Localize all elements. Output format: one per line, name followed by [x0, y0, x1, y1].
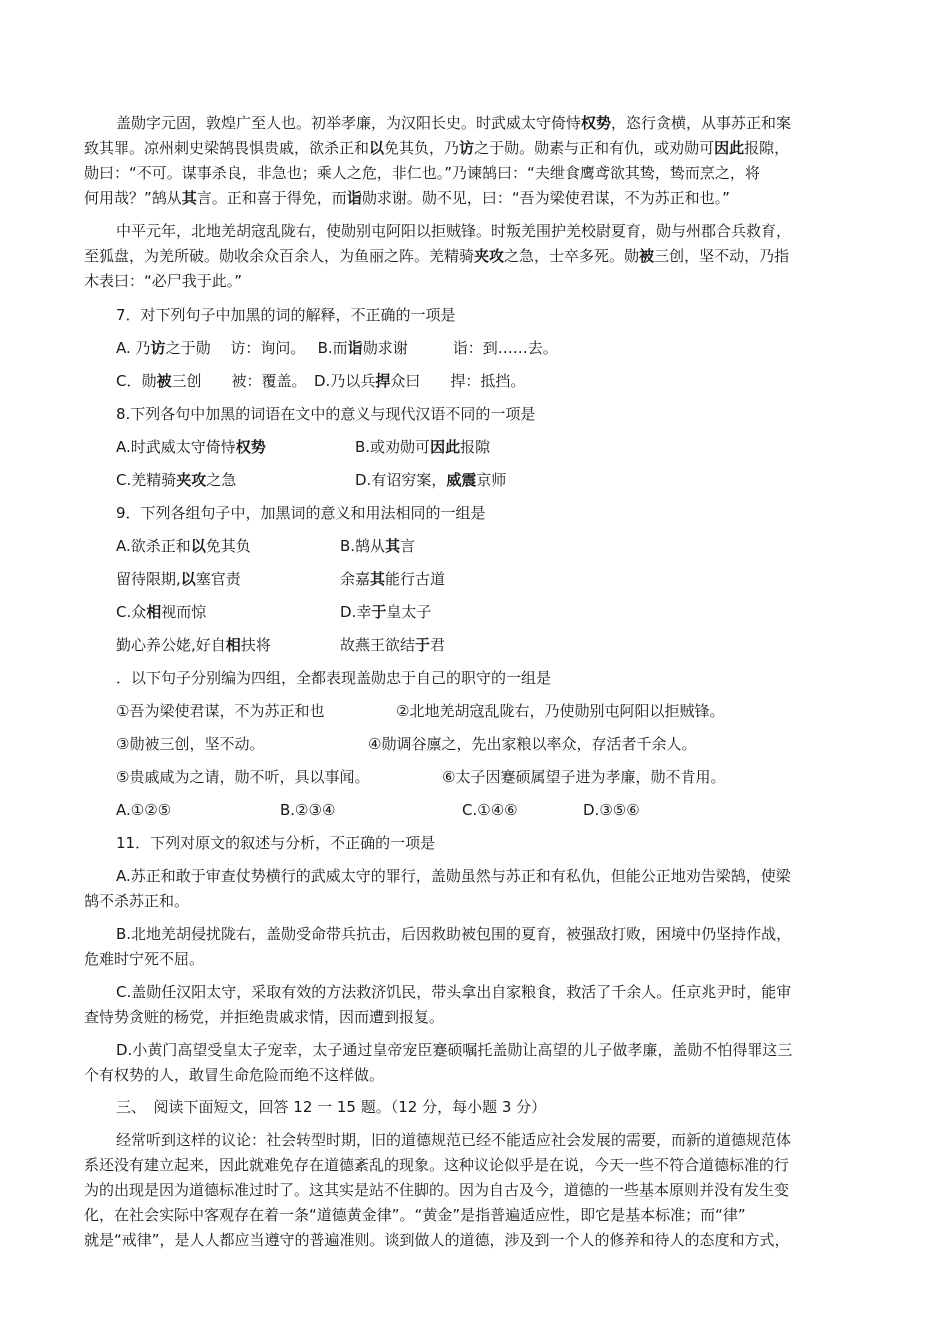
section3-line4: 化，在社会实际中客观存在着一条“道德黄金律”。“黄金”是指普遍适应性，即它是基本标准；而“律” [84, 1206, 746, 1224]
text: 至狐盘，为羌所破。勋收余众百余人，为鱼丽之阵。羌精骑 [84, 247, 475, 265]
text: B.或劝勋可 [355, 438, 431, 456]
bold-word: 权势 [235, 438, 266, 456]
bold-word: 夹攻 [474, 247, 505, 265]
q8-stem: 8.下列各句中加黑的词语在文中的意义与现代汉语不同的一项是 [116, 405, 536, 423]
text: 勋曰：“不可。谋事杀良，非急也；乘人之危，非仁也。”乃谏鹄曰：“夫绁食鹰鸢欲其鸷，鸷而烹之，将 [84, 164, 760, 182]
text: C．勋 [116, 372, 157, 390]
text: 报隙 [460, 438, 491, 456]
q8-option-a [116, 437, 266, 457]
bold-word: 因此 [714, 139, 745, 157]
q10-option-c: C.①④⑥ [462, 801, 518, 819]
bold-word: 相 [225, 636, 241, 654]
q8-option-c [116, 470, 236, 490]
bold-word: 诣 [347, 339, 363, 357]
passage-p1-line4 [84, 188, 730, 208]
text: 盖勋字元固，敦煌广至人也。初举孝廉，为汉阳长史。时武威太守倚恃 [116, 114, 582, 132]
text: 勤心养公姥,好自 [116, 636, 226, 654]
q10-item-4: ④勋调谷廪之，先出家粮以率众，存活者千余人。 [368, 735, 697, 753]
q11-option-c-line2: 查恃势贪赃的杨党，并拒绝贵戚求情，因而遭到报复。 [84, 1008, 445, 1026]
text: 视而惊 [161, 603, 207, 621]
text: A. 乃 [116, 339, 151, 357]
bold-word: 诣 [346, 189, 362, 207]
text: B.鹄从 [340, 537, 386, 555]
text: 致其罪。凉州刺史梁鹄畏惧贵戚，欲杀正和 [84, 139, 370, 157]
q9-option-a2 [116, 569, 241, 589]
q10-option-b: B.②③④ [280, 801, 336, 819]
passage-p2-line2 [84, 246, 789, 266]
text: 言。正和喜于得免，而 [196, 189, 347, 207]
section3-line3: 为的出现是因为道德标准过时了。这其实是站不住脚的。因为自古及今，道德的一些基本原则并没有发生变 [84, 1181, 790, 1199]
q8-option-d [355, 470, 506, 490]
q9-option-a1 [116, 536, 251, 556]
section3-line5: 就是“戒律”，是人人都应当遵守的普遍准则。谈到做人的道德，涉及到一个人的修养和待人的态度和方式， [84, 1231, 790, 1249]
q9-option-c2 [116, 635, 271, 655]
bold-word: 权势 [581, 114, 612, 132]
q10-item-6: ⑥太子因蹇硕属望子进为孝廉，勋不肯用。 [442, 768, 726, 786]
bold-word: 捍 [375, 372, 391, 390]
section3-line1: 经常听到这样的议论：社会转型时期，旧的道德规范已经不能适应社会发展的需要，而新的道德规范体 [116, 1131, 792, 1149]
bold-word: 夹攻 [176, 471, 207, 489]
text: 勋求谢 诣：到……去。 [362, 339, 558, 357]
text: 故燕王欲结 [340, 636, 416, 654]
bold-word: 访 [459, 139, 475, 157]
text: 报隙， [744, 139, 790, 157]
section3-heading: 三、 阅读下面短文，回答 12 一 15 题。（12 分，每小题 3 分） [116, 1098, 547, 1116]
q11-option-b-line2: 危难时宁死不屈。 [84, 950, 205, 968]
q9-stem: 9．下列各组句子中，加黑词的意义和用法相同的一组是 [116, 504, 486, 522]
q11-option-a-line2: 鹄不杀苏正和。 [84, 892, 190, 910]
q8-option-b [355, 437, 490, 457]
q11-option-a-line1: A.苏正和敢于审查仗势横行的武威太守的罪行，盖勋虽然与苏正和有私仇，但能公正地劝告梁鹄，使梁 [116, 867, 791, 885]
q10-stem: ．以下句子分别编为四组，全都表现盖勋忠于自己的职守的一组是 [116, 669, 552, 687]
q11-stem: 11．下列对原文的叙述与分析，不正确的一项是 [116, 834, 436, 852]
q11-option-c-line1: C.盖勋任汉阳太守，采取有效的方法救济饥民，带头拿出自家粮食，救活了千余人。任京兆尹时，能审 [116, 983, 792, 1001]
text: 扶将 [240, 636, 271, 654]
text: 木表曰：“必尸我于此。” [84, 272, 243, 290]
text: A.欲杀正和 [116, 537, 191, 555]
q9-option-d2 [340, 635, 445, 655]
text: 塞官责 [195, 570, 241, 588]
q11-option-d-line2: 个有权势的人，敢冒生命危险而绝不这样做。 [84, 1066, 385, 1084]
bold-word: 以 [190, 537, 206, 555]
text: 君 [430, 636, 446, 654]
bold-word: 以 [180, 570, 196, 588]
bold-word: 被 [156, 372, 172, 390]
text: 之急 [206, 471, 237, 489]
text: 免其负 [205, 537, 251, 555]
bold-word: 威震 [446, 471, 477, 489]
text: 言 [400, 537, 416, 555]
q10-item-2: ②北地羌胡寇乱陇右，乃使勋别屯阿阳以拒贼锋。 [396, 702, 725, 720]
passage-p1-line1 [116, 113, 791, 133]
q11-option-b-line1: B.北地羌胡侵扰陇右，盖勋受命带兵抗击，后因救助被包围的夏育，被强敌打败，困境中仍坚持作战， [116, 925, 792, 943]
text: 何用哉？”鹄从 [84, 189, 182, 207]
text: C.羌精骑 [116, 471, 177, 489]
q10-option-a: A.①②⑤ [116, 801, 172, 819]
text: 免其负，乃 [384, 139, 460, 157]
bold-word: 被 [639, 247, 655, 265]
q7-options-ab [116, 338, 558, 358]
text: 能行古道 [385, 570, 446, 588]
q10-item-3: ③勋被三创，坚不动。 [116, 735, 265, 753]
bold-word: 其 [385, 537, 401, 555]
text: 众曰 捍：抵挡。 [390, 372, 526, 390]
text: 勋求谢。勋不见，曰：“吾为梁使君谋，不为苏正和也。” [361, 189, 730, 207]
bold-word: 于 [371, 603, 387, 621]
bold-word: 访 [150, 339, 166, 357]
bold-word: 其 [181, 189, 197, 207]
text: 皇太子 [386, 603, 432, 621]
bold-word: 于 [415, 636, 431, 654]
q11-option-d-line1: D.小黄门高望受皇太子宠幸，太子通过皇帝宠臣蹇硕嘱托盖勋让高望的儿子做孝廉，盖勋不怕得罪这三 [116, 1041, 793, 1059]
q10-option-d: D.③⑤⑥ [583, 801, 640, 819]
passage-p1-line3 [84, 163, 760, 183]
text: 三创，坚不动，乃指 [654, 247, 790, 265]
section3-line2: 系还没有建立起来，因此就难免存在道德紊乱的现象。这种议论似乎是在说，今天一些不符合道德标准的行 [84, 1156, 790, 1174]
text: 之于勋 访：询问。 B.而 [165, 339, 348, 357]
text: 余嘉 [340, 570, 371, 588]
text: 留待限期, [116, 570, 181, 588]
passage-p2-line1 [116, 221, 791, 241]
q10-item-1: ①吾为梁使君谋，不为苏正和也 [116, 702, 325, 720]
q7-options-cd [116, 371, 525, 391]
q7-stem: 7．对下列句子中加黑的词的解释，不正确的一项是 [116, 306, 456, 324]
q9-option-d1 [340, 602, 431, 622]
text: 三创 被：覆盖。 D.乃以兵 [171, 372, 376, 390]
q10-item-5: ⑤贵戚咸为之请，勋不听，具以事闻。 [116, 768, 370, 786]
passage-p2-line3 [84, 271, 242, 291]
text: A.时武威太守倚恃 [116, 438, 236, 456]
text: 中平元年，北地羌胡寇乱陇右，使勋别屯阿阳以拒贼锋。时叛羌围护羌校尉夏育，勋与州郡合兵救育， [116, 222, 792, 240]
text: 之于勋。勋素与正和有仇，或劝勋可 [474, 139, 715, 157]
bold-word: 其 [370, 570, 386, 588]
bold-word: 以 [369, 139, 385, 157]
q9-option-b2 [340, 569, 445, 589]
q9-option-c1 [116, 602, 206, 622]
text: 之急，士卒多死。勋 [504, 247, 640, 265]
q9-option-b1 [340, 536, 415, 556]
text: D.幸 [340, 603, 372, 621]
passage-p1-line2 [84, 138, 789, 158]
text: D.有诏穷案， [355, 471, 447, 489]
text: ，恣行贪横，从事苏正和案 [611, 114, 792, 132]
bold-word: 相 [146, 603, 162, 621]
text: 京师 [476, 471, 507, 489]
bold-word: 因此 [430, 438, 461, 456]
text: C.众 [116, 603, 147, 621]
